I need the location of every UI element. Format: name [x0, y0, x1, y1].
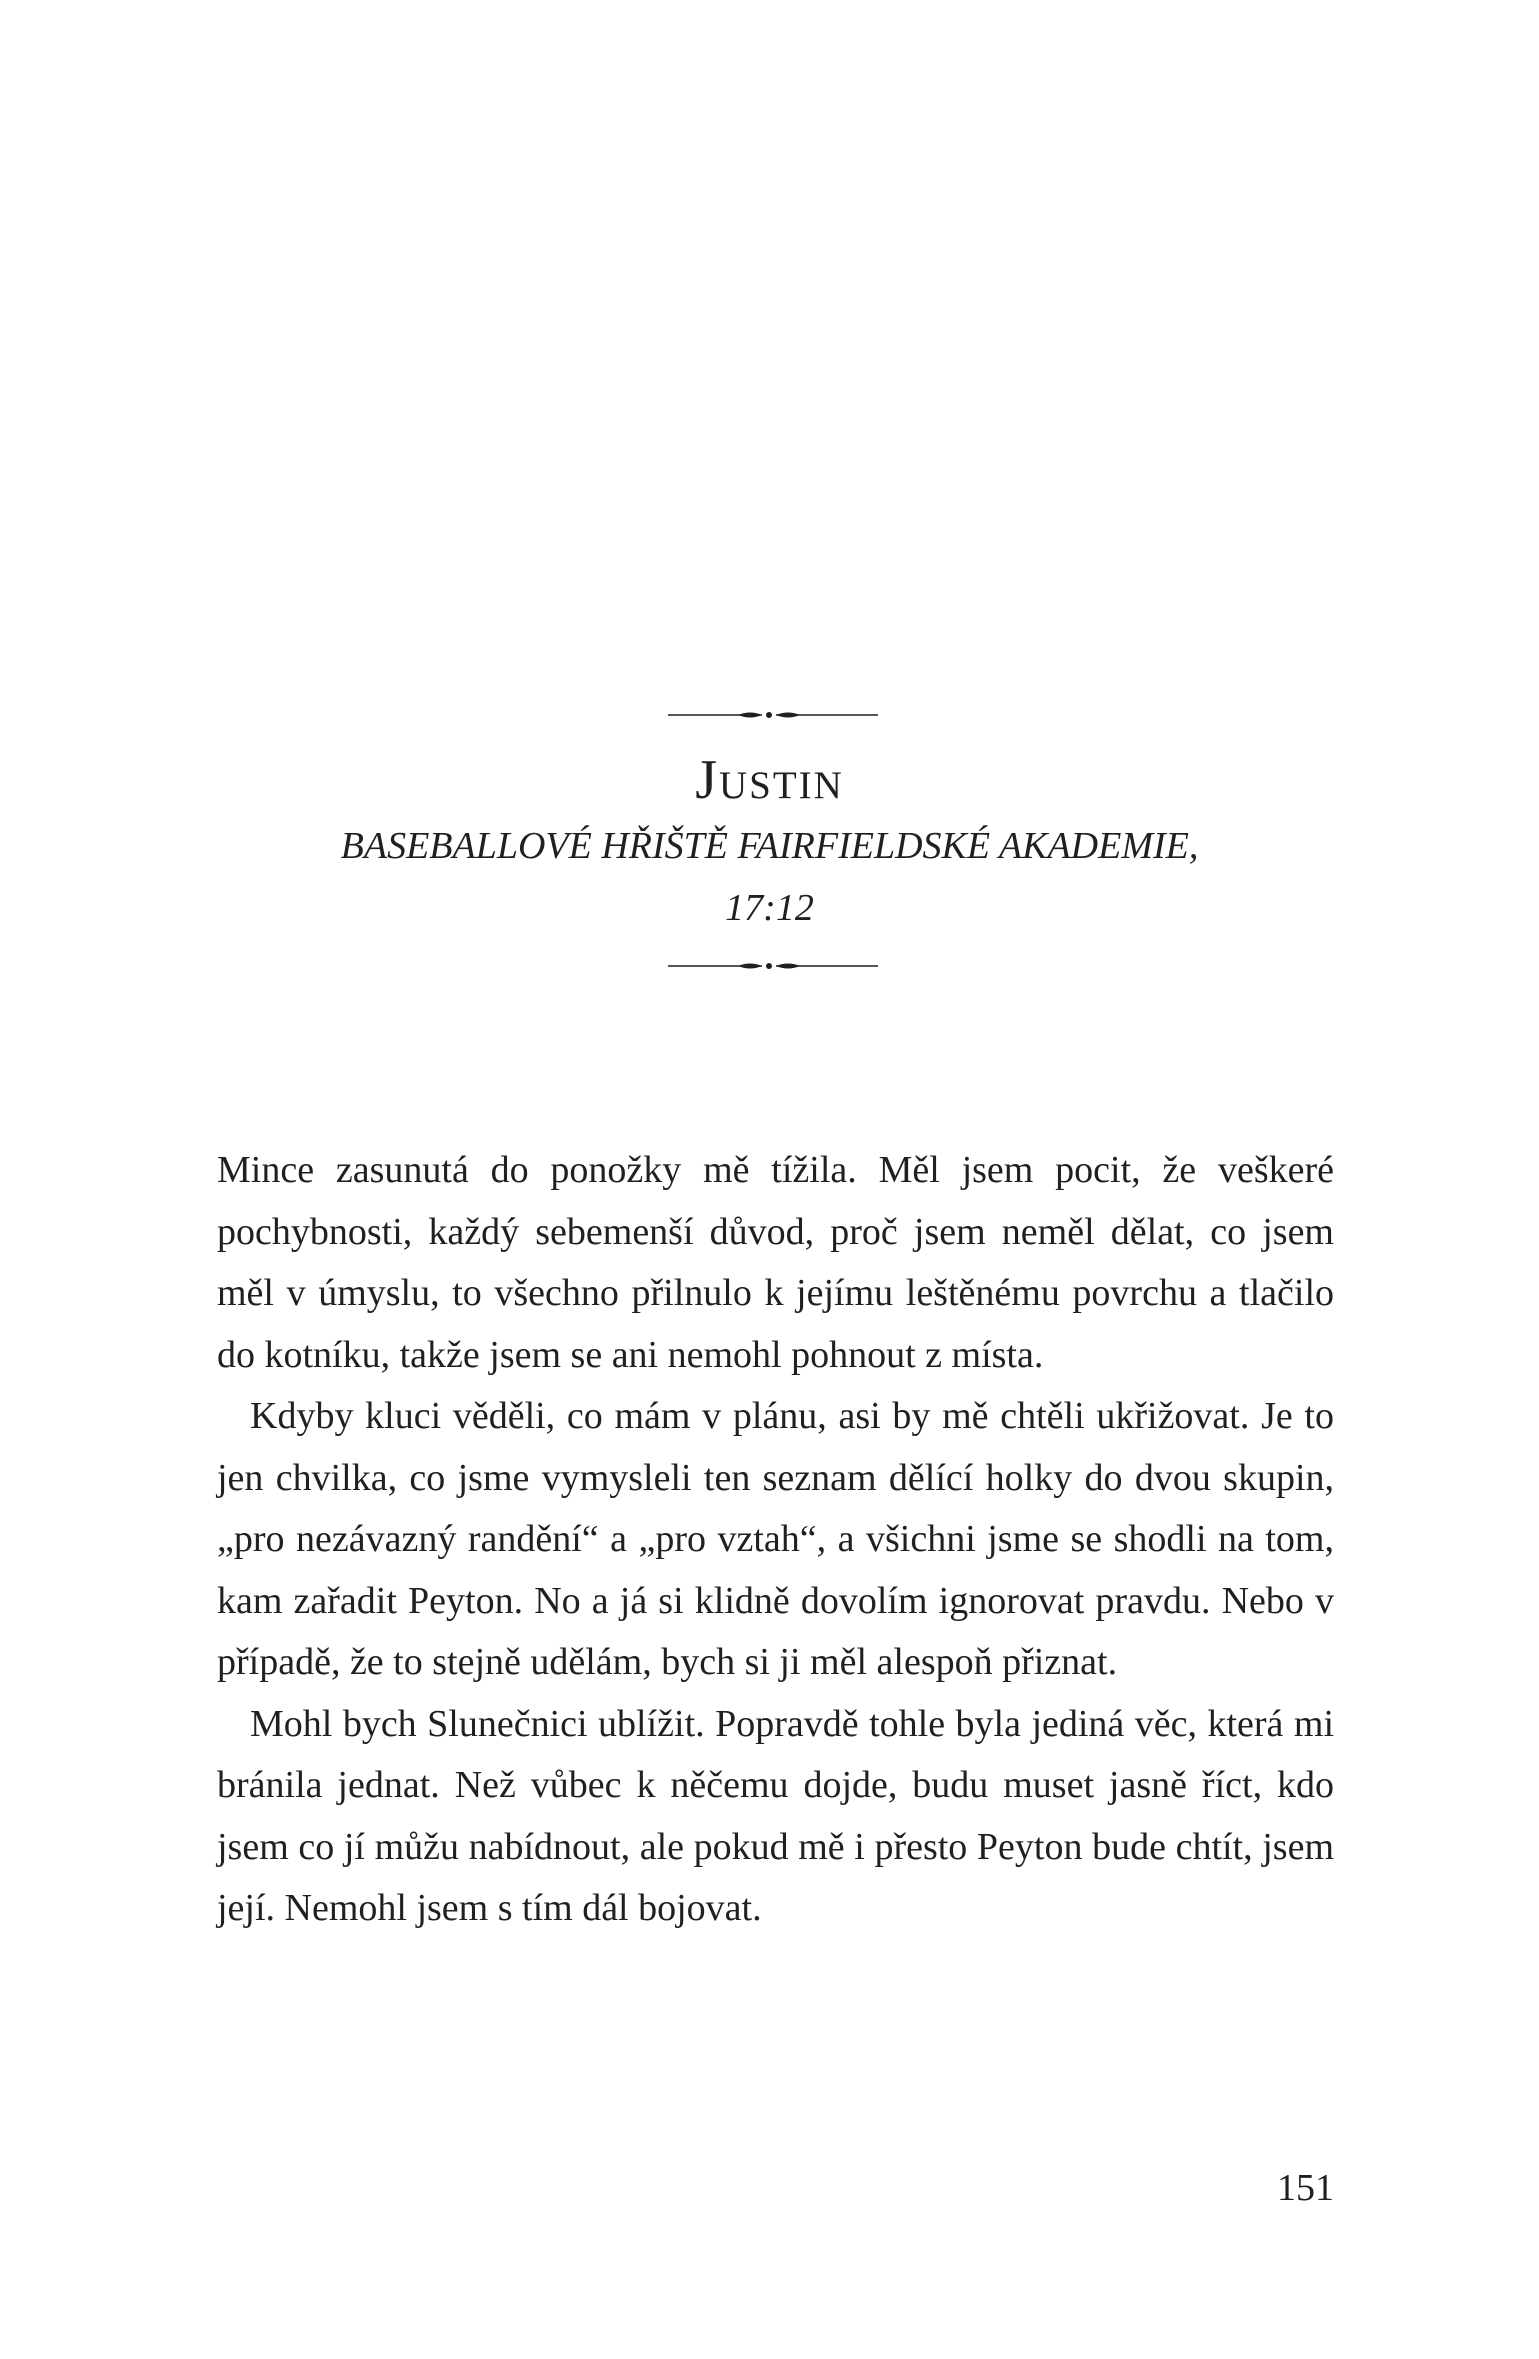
chapter-location: BASEBALLOVÉ HŘIŠTĚ FAIRFIELDSKÉ AKADEMIE, — [340, 825, 1199, 867]
paragraph: Kdyby kluci věděli, co mám v plánu, asi by mě chtěli ukřižovat. Je to jen chvilka, co jsme vymysleli ten seznam dělící holky do dvou skupin, „pro nezávazný randění“ a „pro vztah“, a všichni jsme se shodli na tom, kam zařadit Peyton. No a já si klidně dovolím ignorovat pravdu. Nebo v případě, že to stejně udělám, bych si ji měl alespoň přiznat. — [217, 1395, 1334, 1683]
paragraph: Mince zasunutá do ponožky mě tížila. Měl jsem pocit, že veškeré pochybnosti, každý sebemenší důvod, proč jsem neměl dělat, co jsem měl v úmyslu, to všechno přilnulo k jejímu leštěnému povrchu a tlačilo do kotníku, takže jsem se ani nemohl pohnout z místa. — [217, 1149, 1334, 1376]
chapter-divider-bottom-icon — [668, 958, 878, 974]
paragraph: Mohl bych Slunečnici ublížit. Popravdě tohle byla jediná věc, která mi bránila jednat. Než vůbec k něčemu dojde, budu muset jasně říct, kdo jsem co jí můžu nabídnout, ale pokud mě i přesto Peyton bude chtít, jsem její. Nemohl jsem s tím dál bojovat. — [217, 1702, 1334, 1929]
chapter-title: Justin — [695, 749, 844, 811]
page-number: 151 — [1277, 2167, 1334, 2209]
chapter-time: 17:12 — [725, 887, 814, 929]
chapter-divider-top-icon — [668, 707, 878, 723]
chapter-body — [217, 1140, 1334, 1940]
